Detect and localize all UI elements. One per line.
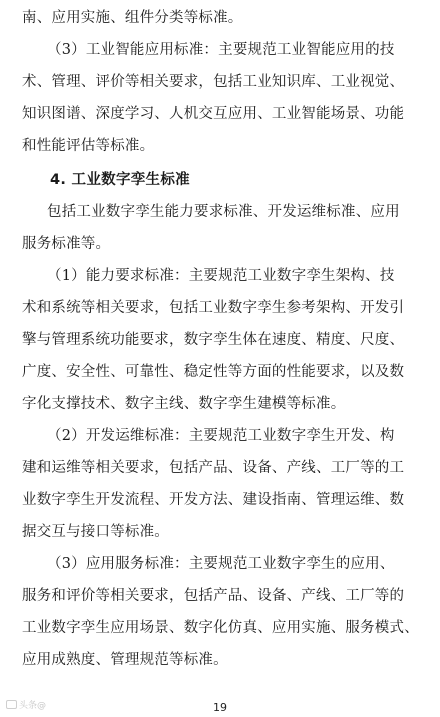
paragraph-line: 服务标准等。 (22, 236, 111, 252)
paragraph-line: 字化支撑技术、数字主线、数字孪生建模等标准。 (22, 396, 346, 412)
paragraph-line: 包括工业数字孪生能力要求标准、开发运维标准、应用 (47, 204, 400, 220)
paragraph-line: 术和系统等相关要求，包括工业数字孪生参考架构、开发引 (22, 300, 405, 316)
paragraph-line: 业数字孪生开发流程、开发方法、建设指南、管理运维、数 (22, 492, 405, 508)
paragraph-line: 服务和评价等相关要求，包括产品、设备、产线、工厂等的 (22, 588, 405, 604)
paragraph-line: 广度、安全性、可靠性、稳定性等方面的性能要求，以及数 (22, 364, 405, 380)
paragraph-line: 术、管理、评价等相关要求，包括工业知识库、工业视觉、 (22, 74, 405, 90)
paragraph-line: （3）工业智能应用标准：主要规范工业智能应用的技 (47, 42, 395, 58)
paragraph-line: 应用成熟度、管理规范等标准。 (22, 652, 228, 668)
paragraph-line: （3）应用服务标准：主要规范工业数字孪生的应用、 (47, 556, 395, 572)
paragraph-line: 和性能评估等标准。 (22, 138, 155, 154)
paragraph-line: （2）开发运维标准：主要规范工业数字孪生开发、构 (47, 428, 395, 444)
paragraph-line: 建和运维等相关要求，包括产品、设备、产线、工厂等的工 (22, 460, 405, 476)
paragraph-line: 南、应用实施、组件分类等标准。 (22, 10, 243, 26)
paragraph-line: 知识图谱、深度学习、人机交互应用、工业智能场景、功能 (22, 106, 405, 122)
paragraph-line: （1）能力要求标准：主要规范工业数字孪生架构、技 (47, 268, 395, 284)
paragraph-line: 据交互与接口等标准。 (22, 524, 169, 540)
paragraph-line: 擎与管理系统功能要求，数字孪生体在速度、精度、尺度、 (22, 332, 405, 348)
paragraph-line: 工业数字孪生应用场景、数字化仿真、应用实施、服务模式、 (22, 620, 419, 636)
section-heading: 4. 工业数字孪生标准 (50, 172, 190, 188)
page-number: 19 (213, 701, 227, 714)
watermark-text: 头条@ (19, 701, 47, 711)
